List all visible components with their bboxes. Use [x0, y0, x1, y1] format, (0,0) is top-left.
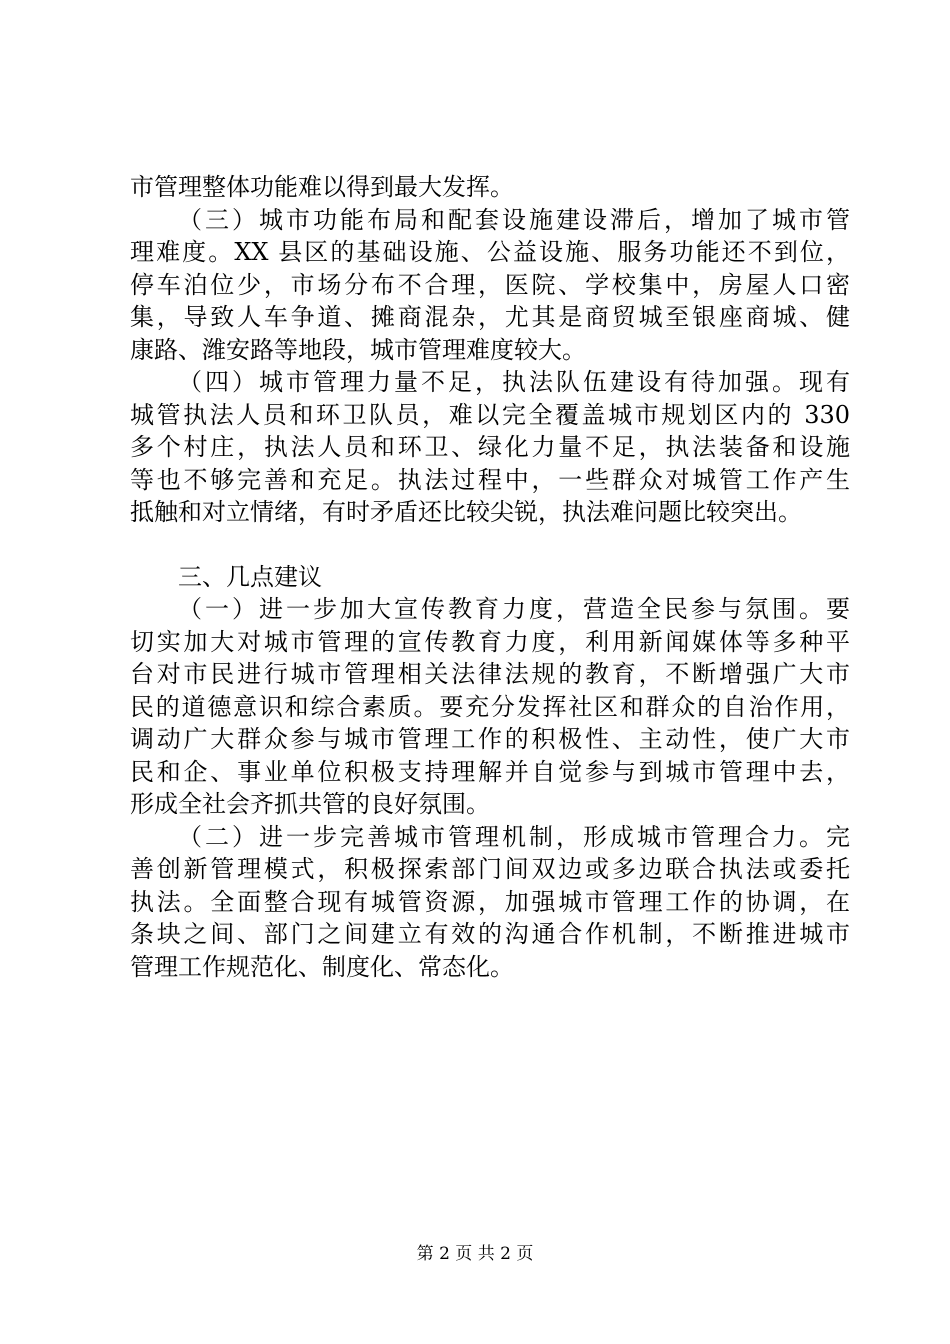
text-line: 善创新管理模式，积极探索部门间双边或多边联合执法或委托	[130, 855, 850, 883]
page-number: 第 2 页 共 2 页	[416, 1244, 534, 1264]
text-line: （一）进一步加大宣传教育力度，营造全民参与氛围。要	[178, 595, 850, 623]
text-line: 理难度。XX 县区的基础设施、公益设施、服务功能还不到位，	[130, 238, 850, 266]
section-heading	[130, 561, 850, 594]
paragraph-4-staffing	[130, 366, 850, 529]
text-line: 市管理整体功能难以得到最大发挥。	[130, 173, 514, 201]
text-line: （三）城市功能布局和配套设施建设滞后，增加了城市管	[178, 205, 850, 234]
document-body	[130, 171, 850, 983]
section-heading-text: 三、几点建议	[178, 562, 322, 591]
text-line: 民和企、事业单位积极支持理解并自觉参与到城市管理中去，	[130, 757, 850, 786]
text-line: （二）进一步完善城市管理机制，形成城市管理合力。完	[178, 822, 850, 851]
paragraph-continuation	[130, 171, 850, 204]
text-line: 集，导致人车争道、摊商混杂，尤其是商贸城至银座商城、健	[130, 303, 850, 331]
suggestion-1	[130, 593, 850, 821]
text-line: 城管执法人员和环卫队员，难以完全覆盖城市规划区内的 330	[130, 400, 850, 429]
text-line: 形成全社会齐抓共管的良好氛围。	[130, 790, 490, 818]
text-line: 台对市民进行城市管理相关法律法规的教育，不断增强广大市	[130, 660, 850, 688]
text-line: 执法。全面整合现有城管资源，加强城市管理工作的协调，在	[130, 887, 850, 916]
text-line: 停车泊位少，市场分布不合理，医院、学校集中，房屋人口密	[130, 270, 850, 299]
text-line: 等也不够完善和充足。执法过程中，一些群众对城管工作产生	[130, 465, 850, 494]
text-line: 条块之间、部门之间建立有效的沟通合作机制，不断推进城市	[130, 920, 850, 948]
page-footer	[0, 1242, 950, 1266]
suggestion-2	[130, 821, 850, 984]
paragraph-3-layout	[130, 204, 850, 367]
text-line: 调动广大群众参与城市管理工作的积极性、主动性，使广大市	[130, 725, 850, 753]
text-line: 民的道德意识和综合素质。要充分发挥社区和群众的自治作用，	[130, 692, 850, 721]
text-line: 抵触和对立情绪，有时矛盾还比较尖锐，执法难问题比较突出。	[130, 498, 802, 526]
text-line: 康路、潍安路等地段，城市管理难度较大。	[130, 335, 586, 364]
text-line: 切实加大对城市管理的宣传教育力度，利用新闻媒体等多种平	[130, 627, 850, 656]
text-line: 管理工作规范化、制度化、常态化。	[130, 952, 514, 981]
text-line: （四）城市管理力量不足，执法队伍建设有待加强。现有	[178, 368, 850, 396]
text-line: 多个村庄，执法人员和环卫、绿化力量不足，执法装备和设施	[130, 433, 850, 461]
